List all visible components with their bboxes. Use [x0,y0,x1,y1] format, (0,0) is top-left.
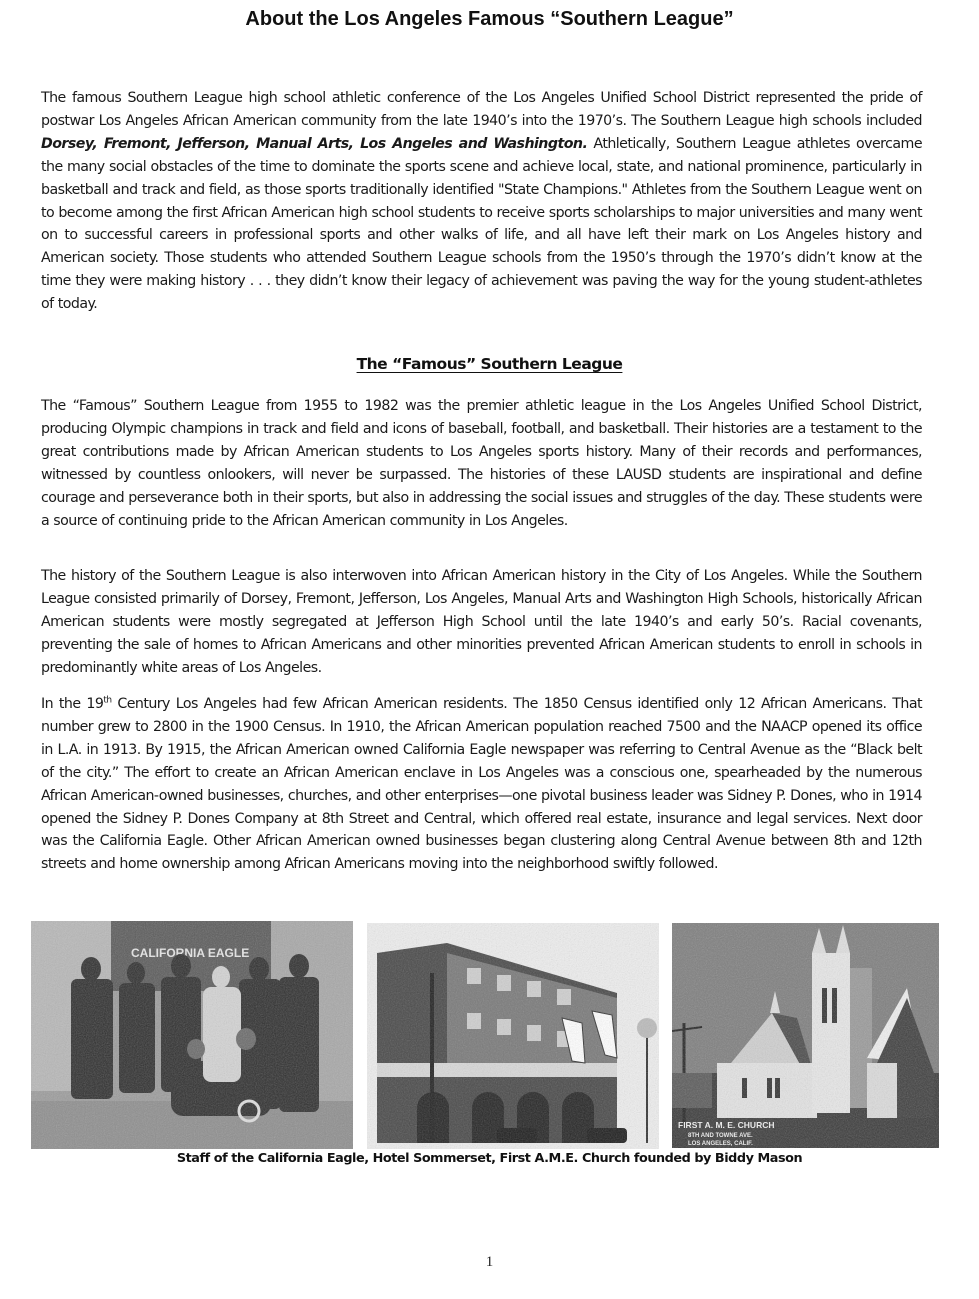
intro-text-start: The famous Southern League high school athletic conference of the Los Angeles Unified School District represented the pride of postwar Los Angeles African American community from the late 1940’s into the 1970’s. The Southern League high schools included [41,90,922,129]
california-eagle-staff-photo [31,921,353,1149]
school-list: Dorsey, Fremont, Jefferson, Manual Arts, Los Angeles and Washington. [41,135,588,152]
first-ame-church-photo [672,923,939,1148]
famous-league-paragraph: The “Famous” Southern League from 1955 to 1982 was the premier athletic league in the Los Angeles Unified School District, producing Olympic champions in track and field and icons of baseball, football, and basketball. Their histories are a testament to the great contributions made by African American students to Los Angeles sports history. Many of their records and performances, witnessed by countless onlookers, will never be surpassed. The histories of these LAUSD students are inspirational and define courage and perseverance both in their sports, but also in addressing the social issues and struggles of the day. These students were a source of continuing pride to the African American community in Los Angeles. [41,398,922,529]
photo-caption: Staff of the California Eagle, Hotel Sommerset, First A.M.E. Church founded by Biddy Mason [176,1151,803,1166]
hotel-sommerset-photo [367,923,659,1149]
intro-paragraph [41,87,922,316]
church-building-image [672,923,939,1148]
page-number: 1 [485,1254,494,1270]
section-heading: The “Famous” Southern League [356,355,623,373]
la-history-paragraph: In the 19th Century Los Angeles had few African American residents. The 1850 Census identified only 12 African Americans. That number grew to 2800 in the 1900 Census. In 1910, the African American population reached 7500 and the NAACP opened its office in L.A. in 1913. By 1915, the African American owned California Eagle newspaper was referring to Central Avenue as the “Black belt of the city.” The effort to create an African American enclave in Los Angeles was a conscious one, spearheaded by the numerous African American-owned businesses, churches, and other enterprises—one pivotal business leader was Sidney P. Dones, who in 1914 opened the Sidney P. Dones Company at 8th Street and Central, which offered real estate, insurance and legal services. Next door was the California Eagle. Other African American owned businesses began clustering along Central Avenue between 8th and 12th streets and home ownership among African Americans moving into the neighborhood swiftly followed. [41,695,922,873]
intro-text-end: Athletically, Southern League athletes overcame the many social obstacles of the time to dominate the sports scene and achieve local, state, and national prominence, particularly in basketball and track and field, as those sports traditionally identified "State Champions." Athletes from the Southern League went on to become among the first African American high school students to receive sports scholarships to major universities and many went on to successful careers in professional sports and other walks of life, and all have left their mark on Los Angeles history and American society. Those students who attended Southern League schools from the 1950’s through the 1970’s didn’t know at the time they were making history . . . they didn’t know their legacy of achievement was paving the way for the young student-athletes of today. [41,135,922,313]
page-title: About the Los Angeles Famous “Southern League” [245,8,734,30]
league-history-paragraph: The history of the Southern League is also interwoven into African American history in the City of Los Angeles. While the Southern League consisted primarily of Dorsey, Fremont, Jefferson, Los Angeles, Manual Arts and Washington High Schools, historically African American students were mostly segregated at Jefferson High School until the late 1940’s and early 50’s. Racial covenants, preventing the sale of homes to African Americans and other minorities prevented African American students to enroll in schools in predominantly white areas of Los Angeles. [41,568,922,676]
group-portrait-image [31,921,353,1149]
hotel-building-image [367,923,659,1149]
